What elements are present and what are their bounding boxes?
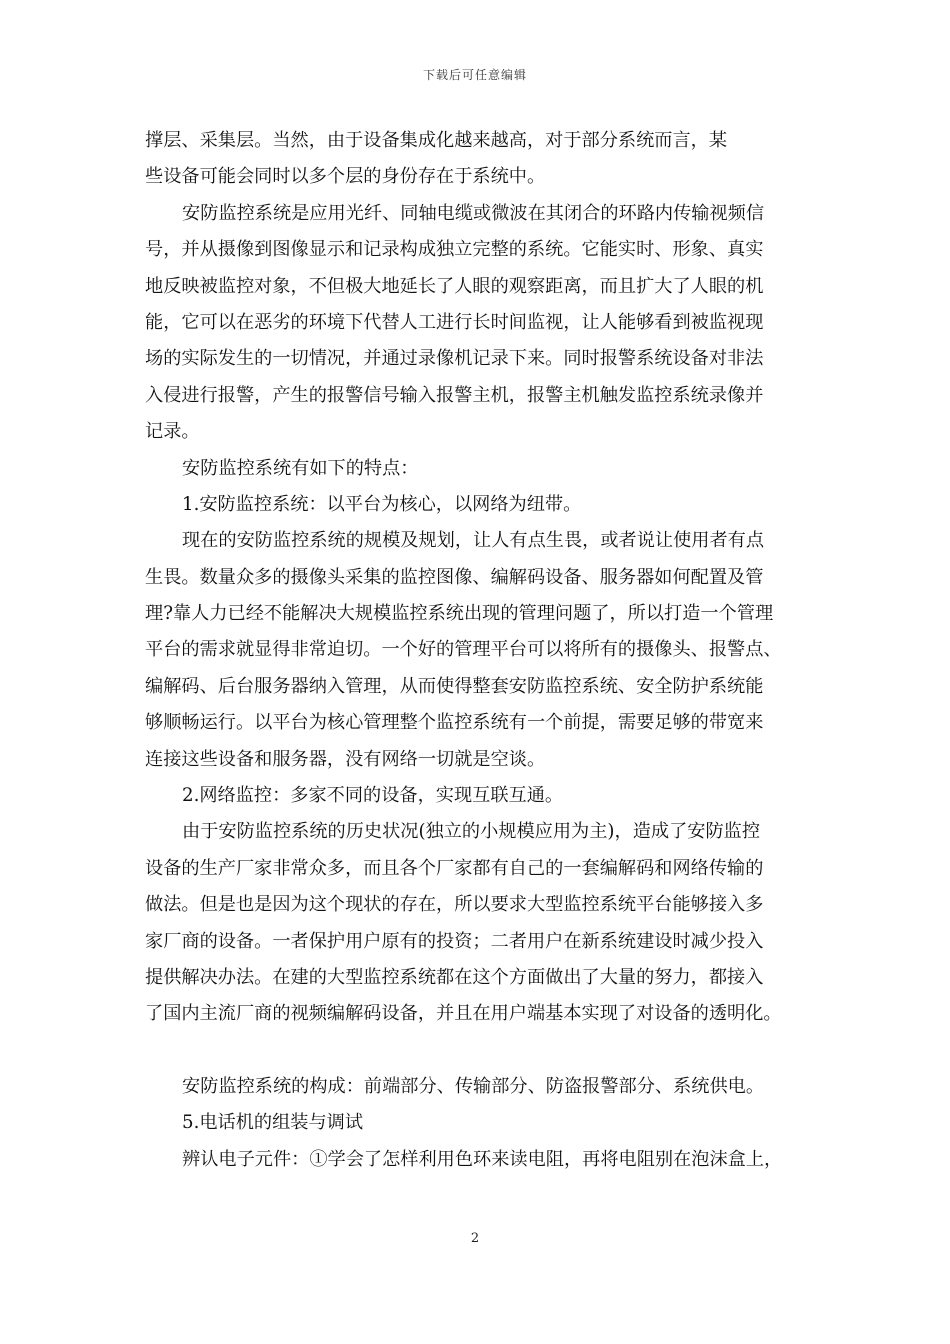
text-line: 了国内主流厂商的视频编解码设备，并且在用户端基本实现了对设备的透明化。 bbox=[145, 1003, 782, 1025]
text-line: 由于安防监控系统的历史状况(独立的小规模应用为主)，造成了安防监控 bbox=[182, 821, 761, 843]
text-line: 生畏。数量众多的摄像头采集的监控图像、编解码设备、服务器如何配置及管 bbox=[145, 566, 764, 588]
paragraph-gap bbox=[145, 1033, 825, 1069]
text-line: 辨认电子元件：①学会了怎样利用色环来读电阻，再将电阻别在泡沫盒上， bbox=[182, 1148, 783, 1170]
text-line: 能，它可以在恶劣的环境下代替人工进行长时间监视，让人能够看到被监视现 bbox=[145, 311, 764, 333]
text-line: 地反映被监控对象，不但极大地延长了人眼的观察距离，而且扩大了人眼的机 bbox=[145, 275, 764, 297]
page-number: 2 bbox=[470, 1231, 480, 1246]
text-line: 连接这些设备和服务器，没有网络一切就是空谈。 bbox=[145, 748, 546, 770]
text-line: 安防监控系统是应用光纤、同轴电缆或微波在其闭合的环路内传输视频信 bbox=[182, 202, 765, 224]
text-line: 记录。 bbox=[145, 421, 200, 443]
list-heading: 2.网络监控：多家不同的设备，实现互联互通。 bbox=[182, 785, 564, 807]
document-body bbox=[145, 123, 825, 1178]
text-line: 入侵进行报警，产生的报警信号输入报警主机，报警主机触发监控系统录像并 bbox=[145, 384, 764, 406]
text-line: 撑层、采集层。当然，由于设备集成化越来越高，对于部分系统而言，某 bbox=[145, 130, 728, 151]
text-line: 安防监控系统的构成：前端部分、传输部分、防盗报警部分、系统供电。 bbox=[182, 1075, 765, 1097]
list-heading: 1.安防监控系统：以平台为核心，以网络为纽带。 bbox=[182, 493, 582, 515]
text-line: 编解码、后台服务器纳入管理，从而使得整套安防监控系统、安全防护系统能 bbox=[145, 675, 764, 697]
page-header: 下载后可任意编辑 bbox=[422, 68, 527, 82]
text-line: 家厂商的设备。一者保护用户原有的投资；二者用户在新系统建设时减少投入 bbox=[145, 930, 764, 952]
text-line: 平台的需求就显得非常迫切。一个好的管理平台可以将所有的摄像头、报警点、 bbox=[145, 639, 782, 661]
section-heading: 5.电话机的组装与调试 bbox=[182, 1112, 364, 1134]
text-line: 理?靠人力已经不能解决大规模监控系统出现的管理问题了，所以打造一个管理 bbox=[145, 603, 774, 625]
text-line: 安防监控系统有如下的特点： bbox=[182, 457, 419, 479]
text-line: 提供解决办法。在建的大型监控系统都在这个方面做出了大量的努力，都接入 bbox=[145, 966, 764, 988]
text-line: 场的实际发生的一切情况，并通过录像机记录下来。同时报警系统设备对非法 bbox=[145, 348, 764, 370]
text-line: 现在的安防监控系统的规模及规划，让人有点生畏，或者说让使用者有点 bbox=[182, 530, 765, 552]
text-line: 些设备可能会同时以多个层的身份存在于系统中。 bbox=[145, 166, 546, 188]
text-line: 够顺畅运行。以平台为核心管理整个监控系统有一个前提，需要足够的带宽来 bbox=[145, 712, 764, 734]
text-line: 设备的生产厂家非常众多，而且各个厂家都有自己的一套编解码和网络传输的 bbox=[145, 857, 764, 879]
text-line: 做法。但是也是因为这个现状的存在，所以要求大型监控系统平台能够接入多 bbox=[145, 894, 764, 916]
text-line: 号，并从摄像到图像显示和记录构成独立完整的系统。它能实时、形象、真实 bbox=[145, 239, 764, 261]
